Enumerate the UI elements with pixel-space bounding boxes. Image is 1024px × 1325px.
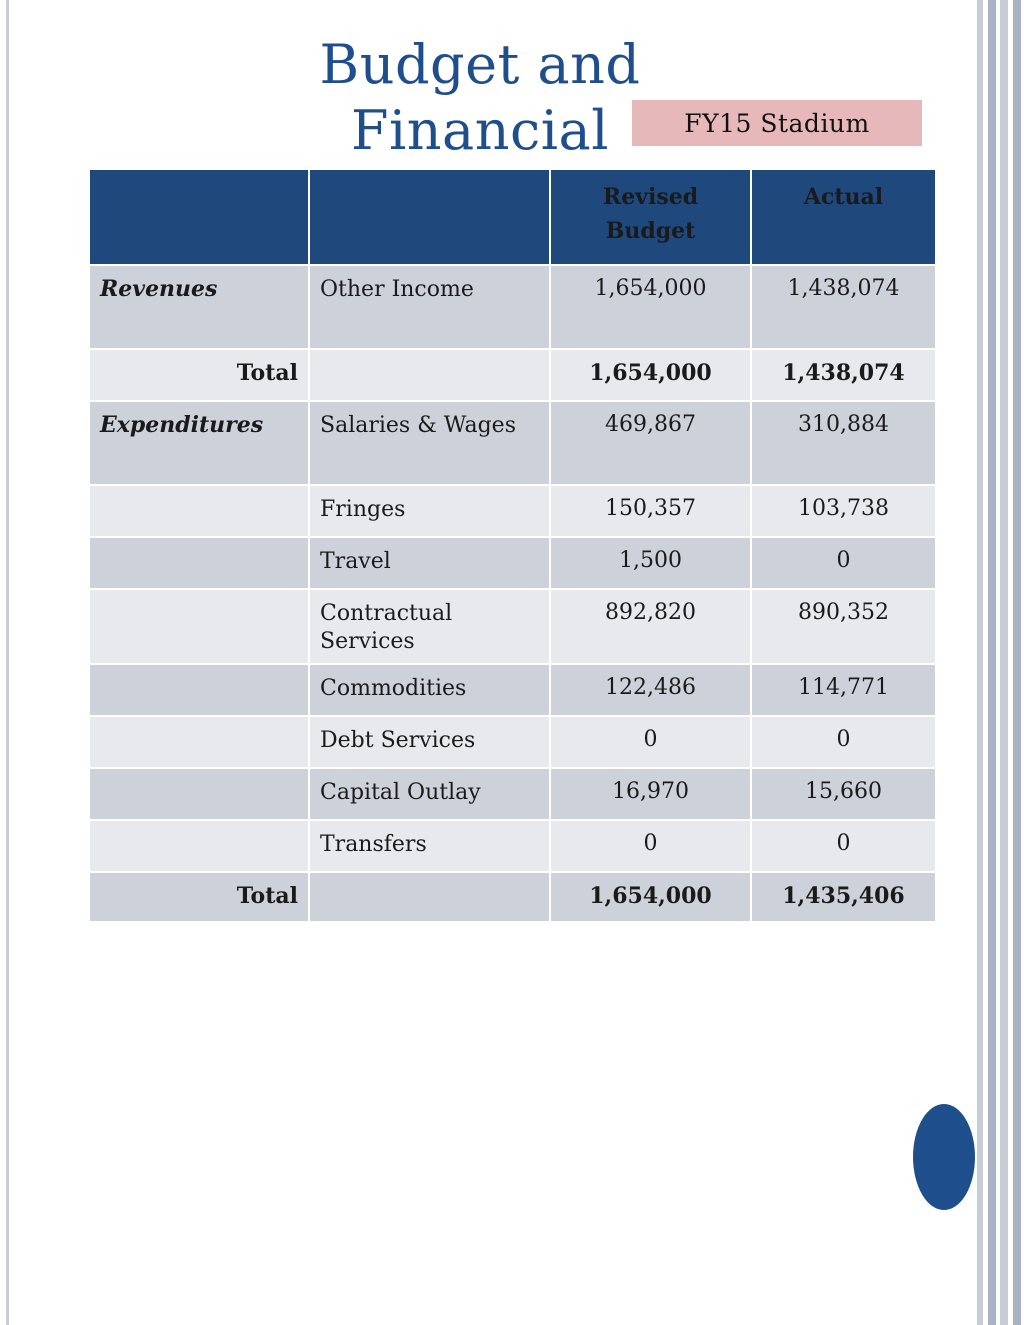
table-header-row — [90, 170, 935, 266]
row-item: Fringes — [310, 486, 551, 538]
row-actual: 0 — [752, 538, 935, 590]
header-revised-budget-label: Revised Budget — [602, 184, 699, 244]
right-border-stripe — [1000, 0, 1008, 1325]
revenues-total-row — [90, 350, 935, 402]
row-budget: 16,970 — [551, 769, 752, 821]
row-item: Transfers — [310, 821, 551, 873]
row-item — [310, 590, 551, 665]
table-row — [90, 538, 935, 590]
row-item: Capital Outlay — [310, 769, 551, 821]
row-budget: 892,820 — [551, 590, 752, 665]
table-row — [90, 486, 935, 538]
row-category-blank — [90, 538, 310, 590]
row-actual: 15,660 — [752, 769, 935, 821]
row-budget: 122,486 — [551, 665, 752, 717]
total-budget: 1,654,000 — [551, 350, 752, 402]
row-category-blank — [90, 665, 310, 717]
total-budget: 1,654,000 — [551, 873, 752, 923]
fy-stadium-tag: FY15 Stadium — [632, 100, 922, 146]
row-category-blank — [90, 821, 310, 873]
table-row — [90, 769, 935, 821]
row-budget: 0 — [551, 821, 752, 873]
total-blank — [310, 873, 551, 923]
table-row — [90, 717, 935, 769]
row-budget: 0 — [551, 717, 752, 769]
row-budget: 469,867 — [551, 402, 752, 486]
row-category-blank — [90, 590, 310, 665]
row-item: Commodities — [310, 665, 551, 717]
row-budget: 150,357 — [551, 486, 752, 538]
total-actual: 1,435,406 — [752, 873, 935, 923]
table-row — [90, 402, 935, 486]
decorative-oval — [913, 1104, 975, 1210]
right-border-stripe — [977, 0, 983, 1325]
total-label: Total — [90, 873, 310, 923]
budget-table — [90, 170, 935, 923]
left-border-line — [6, 0, 9, 1325]
header-actual: Actual — [752, 170, 935, 266]
row-actual: 103,738 — [752, 486, 935, 538]
header-revised-budget — [551, 170, 752, 266]
revenues-label: Revenues — [90, 266, 310, 350]
header-blank-1 — [90, 170, 310, 266]
row-item: Debt Services — [310, 717, 551, 769]
row-actual: 0 — [752, 717, 935, 769]
row-item-text: Contractual Services — [320, 601, 453, 654]
row-budget: 1,500 — [551, 538, 752, 590]
row-actual: 0 — [752, 821, 935, 873]
table-row — [90, 821, 935, 873]
expenditures-total-row — [90, 873, 935, 923]
row-item: Travel — [310, 538, 551, 590]
row-budget: 1,654,000 — [551, 266, 752, 350]
table-row — [90, 590, 935, 665]
total-actual: 1,438,074 — [752, 350, 935, 402]
table-row — [90, 266, 935, 350]
row-actual: 310,884 — [752, 402, 935, 486]
row-category-blank — [90, 769, 310, 821]
row-actual: 1,438,074 — [752, 266, 935, 350]
row-item: Salaries & Wages — [310, 402, 551, 486]
header-blank-2 — [310, 170, 551, 266]
row-category-blank — [90, 717, 310, 769]
right-border-stripe — [988, 0, 996, 1325]
right-border-stripe — [1013, 0, 1021, 1325]
expenditures-label: Expenditures — [90, 402, 310, 486]
row-category-blank — [90, 486, 310, 538]
total-label: Total — [90, 350, 310, 402]
total-blank — [310, 350, 551, 402]
row-actual: 114,771 — [752, 665, 935, 717]
title-line-1: Budget and Financial — [319, 33, 641, 162]
table-row — [90, 665, 935, 717]
row-item: Other Income — [310, 266, 551, 350]
row-actual: 890,352 — [752, 590, 935, 665]
